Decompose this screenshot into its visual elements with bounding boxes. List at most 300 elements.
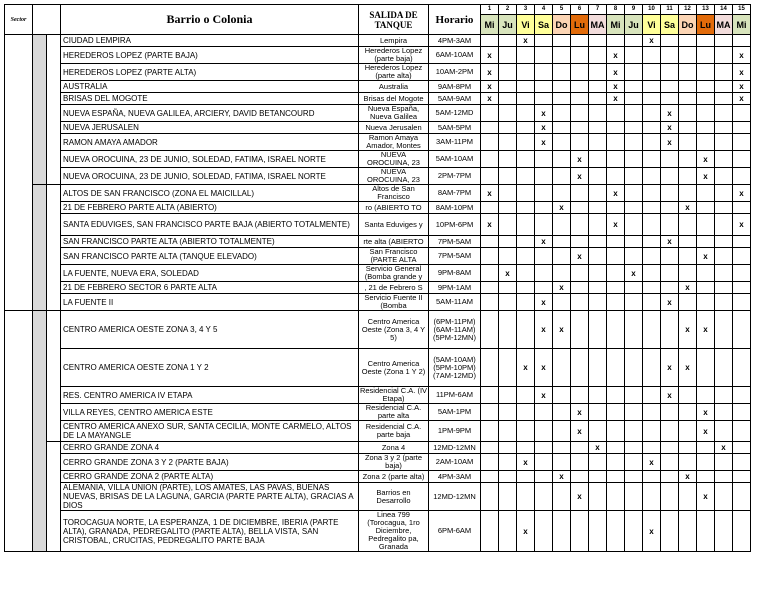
day-cell-8: [607, 511, 625, 552]
day-cell-14: [715, 105, 733, 122]
day-cell-2: [499, 442, 517, 454]
day-cell-2: [499, 236, 517, 248]
day-number-2: 2: [499, 5, 517, 15]
day-cell-5: [553, 134, 571, 151]
day-cell-8: [607, 248, 625, 265]
horario-cell: 6AM-10AM: [429, 47, 481, 64]
day-cell-7: [589, 265, 607, 282]
day-cell-4: x: [535, 236, 553, 248]
group-col-c: [33, 311, 47, 552]
schedule-row: [5, 421, 751, 442]
day-number-14: 14: [715, 5, 733, 15]
day-cell-12: [679, 248, 697, 265]
day-cell-6: [571, 105, 589, 122]
day-cell-5: x: [553, 311, 571, 349]
day-cell-7: [589, 81, 607, 93]
schedule-row: [5, 185, 751, 202]
tanque-cell: Linea 799 (Torocagua, 1ro Diciembre, Pedregalito pa, Granada: [359, 511, 429, 552]
day-cell-12: [679, 151, 697, 168]
day-cell-9: [625, 483, 643, 511]
day-cell-5: [553, 248, 571, 265]
day-cell-5: [553, 442, 571, 454]
day-cell-4: x: [535, 387, 553, 404]
schedule-body: [5, 35, 751, 552]
day-cell-5: [553, 35, 571, 47]
barrio-cell: HEREDEROS LOPEZ (PARTE ALTA): [61, 64, 359, 81]
day-cell-8: [607, 471, 625, 483]
day-cell-4: [535, 421, 553, 442]
day-cell-9: [625, 202, 643, 214]
barrio-cell: TOROCAGUA NORTE, LA ESPERANZA, 1 DE DICIEMBRE, IBERIA (PARTE ALTA), GRANADA, PEDREGALITO (PARTE ALTA), BELLA VISTA, SAN CRISTOBAL, CRUCITAS, PEDREGALITO PARTE BAJA: [61, 511, 359, 552]
day-cell-5: [553, 511, 571, 552]
day-cell-3: [517, 122, 535, 134]
day-cell-9: x: [625, 265, 643, 282]
day-cell-9: [625, 122, 643, 134]
day-name-3: Vi: [517, 15, 535, 35]
schedule-row: [5, 47, 751, 64]
day-cell-14: [715, 236, 733, 248]
day-cell-3: [517, 105, 535, 122]
schedule-row: [5, 134, 751, 151]
day-cell-9: [625, 311, 643, 349]
day-cell-9: [625, 168, 643, 185]
horario-cell: 11PM-6AM: [429, 387, 481, 404]
day-cell-10: [643, 311, 661, 349]
day-cell-11: [661, 471, 679, 483]
day-cell-15: [733, 454, 751, 471]
schedule-row: [5, 404, 751, 421]
day-cell-1: [481, 387, 499, 404]
day-cell-6: [571, 294, 589, 311]
day-cell-6: x: [571, 404, 589, 421]
day-cell-9: [625, 442, 643, 454]
day-cell-7: [589, 404, 607, 421]
day-cell-4: x: [535, 349, 553, 387]
day-cell-14: [715, 248, 733, 265]
tanque-cell: Ramon Amaya Amador, Montes: [359, 134, 429, 151]
day-cell-15: [733, 134, 751, 151]
day-cell-8: [607, 404, 625, 421]
day-cell-14: [715, 122, 733, 134]
day-name-15: Mi: [733, 15, 751, 35]
day-name-13: Lu: [697, 15, 715, 35]
day-cell-13: [697, 105, 715, 122]
day-cell-3: [517, 471, 535, 483]
day-cell-11: [661, 168, 679, 185]
day-cell-6: [571, 454, 589, 471]
schedule-row: [5, 93, 751, 105]
day-cell-14: [715, 421, 733, 442]
day-cell-15: x: [733, 185, 751, 202]
day-cell-14: [715, 185, 733, 202]
water-schedule-table: [4, 4, 751, 552]
day-cell-14: [715, 471, 733, 483]
day-cell-14: [715, 387, 733, 404]
schedule-row: [5, 81, 751, 93]
day-cell-12: [679, 105, 697, 122]
horario-cell: (5AM-10AM)(5PM-10PM)(7AM-12MD): [429, 349, 481, 387]
day-cell-3: [517, 282, 535, 294]
day-cell-3: x: [517, 511, 535, 552]
day-cell-6: [571, 471, 589, 483]
day-cell-6: x: [571, 483, 589, 511]
day-cell-15: [733, 248, 751, 265]
day-cell-1: [481, 511, 499, 552]
schedule-row: [5, 236, 751, 248]
day-cell-7: [589, 64, 607, 81]
day-cell-11: x: [661, 236, 679, 248]
tanque-cell: Zona 4: [359, 442, 429, 454]
day-cell-11: [661, 404, 679, 421]
horario-cell: 5AM-9AM: [429, 93, 481, 105]
day-cell-11: x: [661, 134, 679, 151]
day-cell-11: [661, 35, 679, 47]
day-cell-5: [553, 265, 571, 282]
day-cell-9: [625, 185, 643, 202]
day-cell-4: [535, 151, 553, 168]
day-cell-9: [625, 511, 643, 552]
day-cell-4: [535, 471, 553, 483]
horario-cell: 9PM-1AM: [429, 282, 481, 294]
day-cell-12: [679, 35, 697, 47]
horario-cell: 5AM-10AM: [429, 151, 481, 168]
day-cell-14: [715, 214, 733, 236]
day-cell-10: [643, 349, 661, 387]
day-cell-1: x: [481, 81, 499, 93]
day-cell-11: [661, 47, 679, 64]
day-cell-12: [679, 168, 697, 185]
barrio-cell: NUEVA ESPAÑA, NUEVA GALILEA, ARCIERY, DAVID BETANCOURD: [61, 105, 359, 122]
day-cell-13: x: [697, 404, 715, 421]
day-cell-7: [589, 202, 607, 214]
day-cell-6: [571, 35, 589, 47]
day-cell-4: [535, 185, 553, 202]
day-cell-2: [499, 81, 517, 93]
day-cell-10: [643, 471, 661, 483]
day-cell-15: [733, 442, 751, 454]
day-cell-6: [571, 47, 589, 64]
day-cell-5: [553, 349, 571, 387]
day-cell-15: [733, 349, 751, 387]
day-cell-2: x: [499, 265, 517, 282]
day-cell-8: [607, 202, 625, 214]
group-san-fco: [47, 185, 61, 311]
day-cell-13: [697, 236, 715, 248]
day-cell-3: [517, 236, 535, 248]
day-cell-8: [607, 294, 625, 311]
tanque-cell: rte alta (ABIERTO: [359, 236, 429, 248]
schedule-row: [5, 454, 751, 471]
day-cell-11: [661, 81, 679, 93]
day-cell-2: [499, 35, 517, 47]
day-cell-9: [625, 81, 643, 93]
day-cell-2: [499, 93, 517, 105]
day-cell-2: [499, 387, 517, 404]
barrio-cell: NUEVA OROCUINA, 23 DE JUNIO, SOLEDAD, FATIMA, ISRAEL NORTE: [61, 168, 359, 185]
day-cell-2: [499, 151, 517, 168]
horario-cell: 7PM-5AM: [429, 236, 481, 248]
day-cell-7: [589, 511, 607, 552]
day-cell-7: [589, 93, 607, 105]
day-cell-14: [715, 349, 733, 387]
day-cell-10: x: [643, 454, 661, 471]
day-cell-11: [661, 483, 679, 511]
day-cell-6: [571, 93, 589, 105]
day-name-4: Sa: [535, 15, 553, 35]
day-cell-4: [535, 265, 553, 282]
day-cell-15: [733, 421, 751, 442]
header-number-row: [5, 5, 751, 15]
group-col-a: [33, 35, 47, 185]
day-name-2: Ju: [499, 15, 517, 35]
barrio-cell: RES. CENTRO AMERICA IV ETAPA: [61, 387, 359, 404]
day-cell-3: x: [517, 454, 535, 471]
day-cell-7: [589, 248, 607, 265]
day-cell-7: [589, 122, 607, 134]
day-cell-11: x: [661, 105, 679, 122]
day-cell-3: [517, 483, 535, 511]
day-cell-8: x: [607, 185, 625, 202]
day-cell-12: [679, 454, 697, 471]
day-cell-8: [607, 442, 625, 454]
day-cell-13: [697, 202, 715, 214]
day-cell-14: [715, 35, 733, 47]
day-cell-6: [571, 122, 589, 134]
day-cell-4: [535, 404, 553, 421]
horario-cell: 4PM-3AM: [429, 35, 481, 47]
day-cell-5: x: [553, 202, 571, 214]
day-cell-6: [571, 311, 589, 349]
day-cell-11: x: [661, 294, 679, 311]
sector-cell-1: [5, 35, 33, 311]
day-cell-13: x: [697, 168, 715, 185]
day-cell-12: [679, 185, 697, 202]
tanque-cell: Nueva Jerusalen: [359, 122, 429, 134]
day-cell-13: x: [697, 248, 715, 265]
day-cell-12: [679, 483, 697, 511]
horario-cell: 12MD-12MN: [429, 442, 481, 454]
day-cell-11: [661, 442, 679, 454]
barrio-cell: RAMON AMAYA AMADOR: [61, 134, 359, 151]
day-cell-8: x: [607, 64, 625, 81]
day-cell-15: x: [733, 81, 751, 93]
schedule-row: [5, 214, 751, 236]
tanque-cell: , 21 de Febrero S: [359, 282, 429, 294]
day-cell-1: [481, 471, 499, 483]
day-cell-4: [535, 454, 553, 471]
day-cell-5: [553, 185, 571, 202]
day-cell-12: x: [679, 471, 697, 483]
salida-header: SALIDA DE TANQUE: [359, 5, 429, 35]
day-cell-4: [535, 64, 553, 81]
day-cell-15: [733, 511, 751, 552]
day-cell-15: [733, 105, 751, 122]
horario-cell: 5AM-12MD: [429, 105, 481, 122]
day-cell-1: x: [481, 47, 499, 64]
day-cell-6: [571, 442, 589, 454]
day-cell-5: [553, 387, 571, 404]
day-cell-11: [661, 265, 679, 282]
day-cell-1: [481, 35, 499, 47]
horario-cell: 5AM-5PM: [429, 122, 481, 134]
horario-cell: 2PM-7PM: [429, 168, 481, 185]
schedule-row: [5, 511, 751, 552]
horario-cell: 10PM-6PM: [429, 214, 481, 236]
schedule-row: [5, 265, 751, 282]
day-number-13: 13: [697, 5, 715, 15]
horario-cell: (6PM-11PM)(6AM-11AM)(5PM-12MN): [429, 311, 481, 349]
day-cell-4: x: [535, 105, 553, 122]
tanque-cell: Santa Eduviges y: [359, 214, 429, 236]
day-cell-12: [679, 93, 697, 105]
day-cell-13: [697, 442, 715, 454]
day-cell-8: [607, 236, 625, 248]
day-cell-9: [625, 282, 643, 294]
day-cell-9: [625, 214, 643, 236]
day-cell-8: x: [607, 93, 625, 105]
day-cell-15: [733, 311, 751, 349]
day-cell-7: [589, 214, 607, 236]
day-cell-7: [589, 387, 607, 404]
day-cell-14: [715, 404, 733, 421]
barrio-cell: LA FUENTE, NUEVA ERA, SOLEDAD: [61, 265, 359, 282]
day-cell-13: [697, 387, 715, 404]
day-cell-8: [607, 387, 625, 404]
tanque-cell: Residencial C.A. (IV Etapa): [359, 386, 428, 403]
day-cell-9: [625, 47, 643, 64]
day-cell-5: [553, 236, 571, 248]
day-cell-12: x: [679, 311, 697, 349]
day-cell-13: [697, 93, 715, 105]
day-cell-8: [607, 35, 625, 47]
day-name-5: Do: [553, 15, 571, 35]
day-cell-15: x: [733, 47, 751, 64]
day-cell-3: [517, 214, 535, 236]
barrio-cell: LA FUENTE II: [61, 294, 359, 311]
day-cell-15: [733, 35, 751, 47]
day-cell-5: [553, 214, 571, 236]
day-cell-4: [535, 168, 553, 185]
day-cell-1: x: [481, 214, 499, 236]
day-cell-2: [499, 311, 517, 349]
day-cell-10: [643, 282, 661, 294]
barrio-cell: 21 DE FEBRERO PARTE ALTA (ABIERTO): [61, 202, 359, 214]
tanque-cell: Zona 2 (parte alta): [359, 471, 429, 483]
day-cell-7: [589, 185, 607, 202]
day-cell-4: [535, 93, 553, 105]
day-cell-1: [481, 122, 499, 134]
day-cell-12: [679, 265, 697, 282]
day-cell-12: x: [679, 202, 697, 214]
day-cell-10: [643, 81, 661, 93]
schedule-row: [5, 105, 751, 122]
day-cell-15: [733, 202, 751, 214]
day-cell-6: [571, 387, 589, 404]
day-cell-2: [499, 349, 517, 387]
day-cell-7: [589, 236, 607, 248]
day-cell-1: [481, 134, 499, 151]
horario-cell: 2AM-10AM: [429, 454, 481, 471]
barrio-cell: SAN FRANCISCO PARTE ALTA (ABIERTO TOTALMENTE): [61, 236, 359, 248]
day-cell-10: x: [643, 35, 661, 47]
sector-cell-2: [5, 311, 33, 552]
day-cell-10: [643, 442, 661, 454]
day-cell-13: [697, 294, 715, 311]
day-cell-3: [517, 311, 535, 349]
day-cell-10: [643, 151, 661, 168]
horario-cell: 7PM-5AM: [429, 248, 481, 265]
day-cell-1: [481, 421, 499, 442]
day-cell-5: [553, 454, 571, 471]
tanque-cell: Australia: [359, 81, 429, 93]
day-cell-12: [679, 81, 697, 93]
day-cell-5: x: [553, 471, 571, 483]
day-cell-2: [499, 202, 517, 214]
day-cell-12: [679, 134, 697, 151]
day-cell-2: [499, 168, 517, 185]
day-cell-8: [607, 282, 625, 294]
day-cell-1: [481, 105, 499, 122]
barrio-cell: CENTRO AMERICA ANEXO SUR, SANTA CECILIA, MONTE CARMELO, ALTOS DE LA MAYANGLE: [61, 421, 359, 442]
day-cell-13: [697, 214, 715, 236]
day-cell-7: [589, 421, 607, 442]
tanque-cell: NUEVA OROCUINA, 23: [359, 151, 429, 168]
day-cell-10: [643, 122, 661, 134]
day-cell-6: x: [571, 151, 589, 168]
day-number-3: 3: [517, 5, 535, 15]
day-cell-3: [517, 134, 535, 151]
schedule-row: [5, 151, 751, 168]
day-cell-11: [661, 64, 679, 81]
day-cell-5: [553, 105, 571, 122]
day-cell-2: [499, 421, 517, 442]
day-cell-14: [715, 282, 733, 294]
day-cell-13: [697, 265, 715, 282]
day-cell-13: [697, 122, 715, 134]
day-number-8: 8: [607, 5, 625, 15]
horario-cell: 8AM-10PM: [429, 202, 481, 214]
day-cell-12: [679, 511, 697, 552]
tanque-cell: Zona 3 y 2 (parte baja): [359, 454, 429, 471]
day-cell-9: [625, 64, 643, 81]
barrio-cell: ALEMANIA, VILLA UNION (PARTE), LOS AMATES, LAS PAVAS, BUENAS NUEVAS, BRISAS DE LA LAGUNA, GARCIA (PARTE PARTE ALTA), GRACIAS A DIOS: [61, 483, 359, 511]
day-cell-10: [643, 421, 661, 442]
horario-header: Horario: [429, 5, 481, 35]
day-name-12: Do: [679, 15, 697, 35]
day-cell-1: x: [481, 93, 499, 105]
day-cell-7: [589, 282, 607, 294]
day-number-4: 4: [535, 5, 553, 15]
day-cell-6: [571, 185, 589, 202]
barrio-header: Barrio o Colonia: [61, 5, 359, 35]
day-number-6: 6: [571, 5, 589, 15]
day-cell-15: [733, 151, 751, 168]
day-cell-9: [625, 248, 643, 265]
day-cell-13: x: [697, 151, 715, 168]
day-cell-10: [643, 248, 661, 265]
day-cell-11: [661, 454, 679, 471]
day-cell-13: x: [697, 311, 715, 349]
day-cell-9: [625, 421, 643, 442]
barrio-cell: CERRO GRANDE ZONA 4: [61, 442, 359, 454]
day-cell-9: [625, 134, 643, 151]
day-cell-12: [679, 404, 697, 421]
horario-cell: 3AM-11PM: [429, 134, 481, 151]
day-cell-2: [499, 134, 517, 151]
day-cell-7: [589, 454, 607, 471]
barrio-cell: NUEVA JERUSALEN: [61, 122, 359, 134]
day-cell-10: [643, 483, 661, 511]
